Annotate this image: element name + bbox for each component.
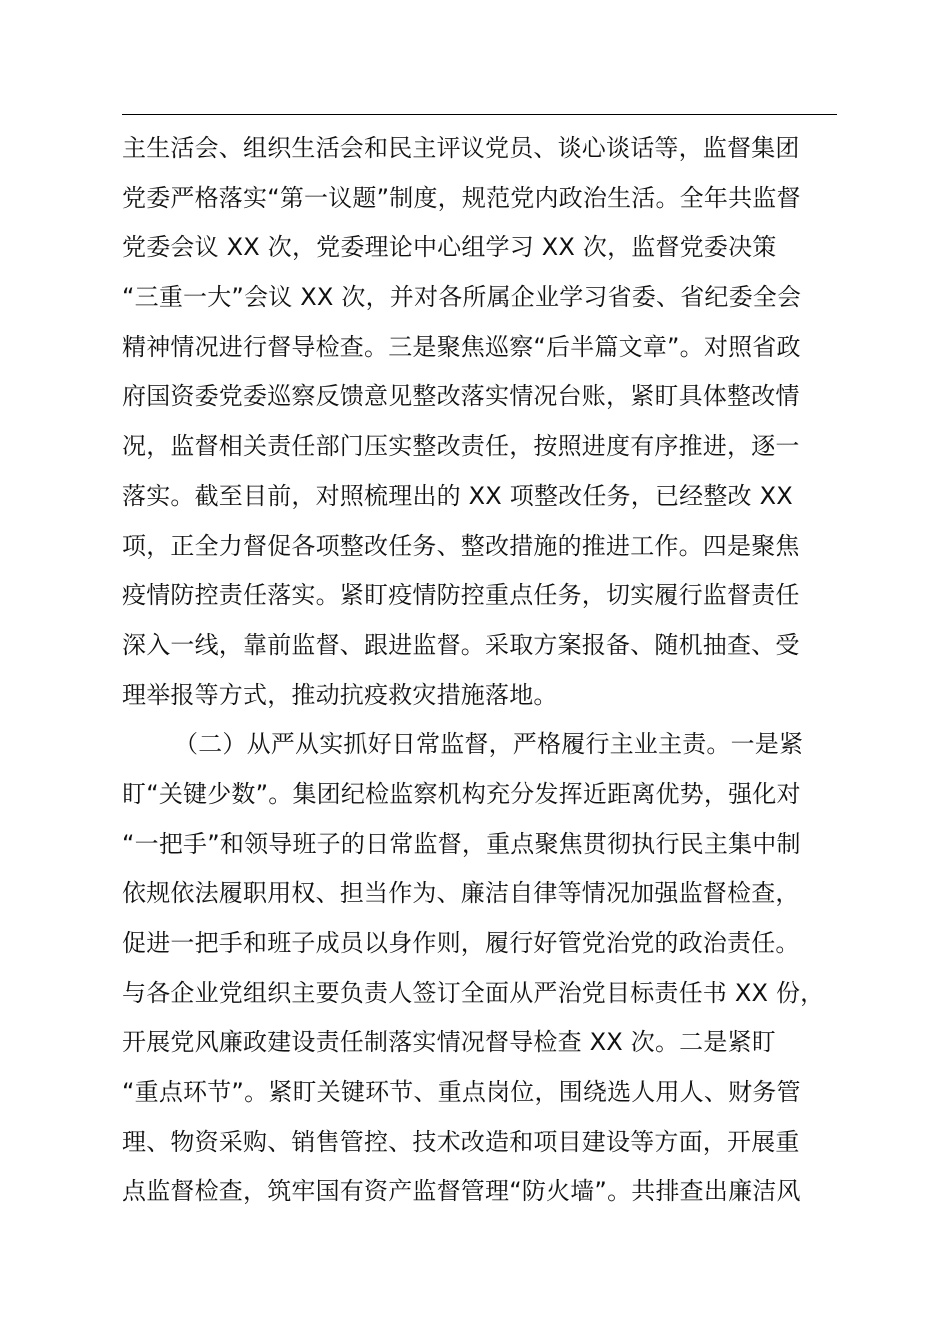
text-line: 理、物资采购、销售管控、技术改造和项目建设等方面，开展重 [122,1127,800,1156]
text-line: “重点环节”。紧盯关键环节、重点岗位，围绕选人用人、财务管 [122,1078,801,1107]
text-line: 府国资委党委巡察反馈意见整改落实情况台账，紧盯具体整改情 [122,382,800,411]
text-line: 落实。截至目前，对照梳理出的 XX 项整改任务，已经整改 XX [122,481,793,510]
text-line: 况，监督相关责任部门压实整改责任，按照进度有序推进，逐一 [122,432,800,461]
text-line: 深入一线，靠前监督、跟进监督。采取方案报备、随机抽查、受 [122,630,800,659]
header-rule [122,114,837,115]
text-line: “一把手”和领导班子的日常监督，重点聚焦贯彻执行民主集中制 [122,829,801,858]
text-line: “三重一大”会议 XX 次，并对各所属企业学习省委、省纪委全会 [122,283,802,312]
text-line: 依规依法履职用权、担当作为、廉洁自律等情况加强监督检查， [122,879,800,908]
text-line: 精神情况进行督导检查。三是聚焦巡察“后半篇文章”。对照省政 [122,332,801,361]
text-line: 点监督检查，筑牢国有资产监督管理“防火墙”。共排查出廉洁风 [122,1177,801,1206]
text-line: 党委严格落实“第一议题”制度，规范党内政治生活。全年共监督 [122,183,801,212]
text-line: 疫情防控责任落实。紧盯疫情防控重点任务，切实履行监督责任 [122,581,800,610]
text-line: 理举报等方式，推动抗疫救灾措施落地。 [122,680,558,709]
body-text [122,124,840,1217]
section-heading-line: （二）从严从实抓好日常监督，严格履行主业主责。一是紧 [174,730,804,759]
text-line: 开展党风廉政建设责任制落实情况督导检查 XX 次。二是紧盯 [122,1028,776,1057]
text-line: 主生活会、组织生活会和民主评议党员、谈心谈话等，监督集团 [122,134,800,162]
text-line: 党委会议 XX 次，党委理论中心组学习 XX 次，监督党委决策 [122,233,777,262]
text-line: 项，正全力督促各项整改任务、整改措施的推进工作。四是聚焦 [122,531,800,560]
text-line: 促进一把手和班子成员以身作则，履行好管党治党的政治责任。 [122,929,800,957]
text-line: 与各企业党组织主要负责人签订全面从严治党目标责任书 XX 份， [122,978,825,1007]
text-line: 盯“关键少数”。集团纪检监察机构充分发挥近距离优势，强化对 [122,779,801,808]
